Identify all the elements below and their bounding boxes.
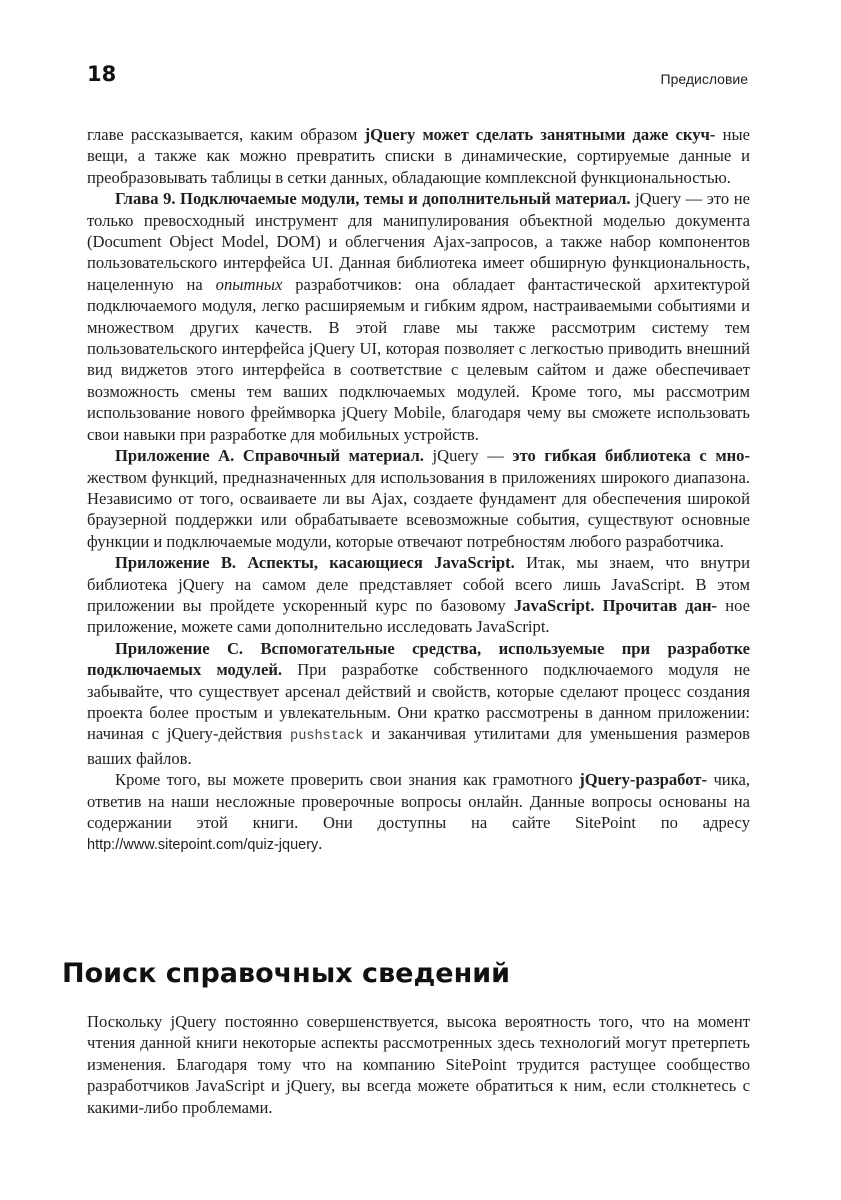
bold-span: jQuery-разработ- (579, 770, 708, 790)
body-text (87, 124, 750, 857)
section-paragraph: Поскольку jQuery постоянно совершенствуется, высока вероятность того, что на момент чтения данной книги некоторые аспекты рассмотренных здесь технологий могут претерпеть изменения. Благодаря тому что на компанию SitePoint трудится растущее сообщество разработчиков JavaScript и jQuery, вы всегда можете обратиться к ним, если столкнетесь с какими-либо проблемами. (87, 1012, 750, 1117)
appendix-a-heading: Приложение А. Справочный материал. (115, 446, 424, 466)
italic-span: опытных (215, 274, 283, 294)
code-pushstack: pushstack (290, 729, 364, 745)
text-span: главе рассказывается, каким образом (87, 125, 365, 144)
text-span: jQuery — (423, 446, 513, 466)
bold-span: JavaScript. Прочитав дан- (513, 595, 718, 615)
text-span: . (318, 834, 323, 854)
text-span: жеством функций, предназначенных для использования в приложениях широкого диапазона. Независимо от того, осваиваете ли вы Ajax, создаете фундамент для обеспечения широкой браузерной поддержки или обрабатываете всевозможные события, существуют основные функции и подключаемые модули, которые отвечают потребностям любого разработчика. (87, 467, 750, 551)
bold-span: jQuery может сделать занятными даже скуч- (364, 125, 716, 144)
text-span: Кроме того, вы можете проверить свои знания как грамотного (115, 770, 580, 790)
appendix-c-heading: Приложение С. Вспомогательные средства, используемые при разработке подключаемых модулей. (87, 638, 750, 680)
quiz-url-link[interactable]: http://www.sitepoint.com/quiz-jquery (87, 837, 319, 854)
section-body (87, 1011, 750, 1118)
appendix-b-heading: Приложение В. Аспекты, касающиеся JavaScript. (115, 553, 515, 573)
paragraph-chapter9 (87, 188, 750, 445)
running-title: Предисловие (660, 71, 748, 87)
text-span: ное приложение, можете сами дополнительно исследовать JavaScript. (87, 595, 750, 637)
chapter9-heading: Глава 9. Подключаемые модули, темы и дополнительный материал. (115, 189, 631, 209)
text-span: ные вещи, а также как можно превратить списки в динамические, сортируемые данные и преобразовывать таблицы в сетки данных, обладающие комплексной функциональностью. (87, 125, 751, 187)
text-span: и заканчивая утилитами для уменьшения размеров ваших файлов. (87, 724, 750, 768)
text-span: чика, ответив на наши несложные проверочные вопросы онлайн. Данные вопросы основаны на содержании этой книги. Они доступны на сайте SitePoint по адресу (87, 770, 750, 832)
text-span: разработчиков: она обладает фантастической архитектурой подключаемого модуля, легко расширяемым и гибким ядром, настраиваемыми событиями и множеством других качеств. В этой главе мы также рассмотрим систему тем пользовательского интерфейса jQuery UI, которая позволяет с легкостью приводить внешний вид виджетов этого интерфейса в соответствие с целевым сайтом и даже обеспечивает возможность смены тем ваших подключаемых модулей. Кроме того, мы рассмотрим использование нового фреймворка jQuery Mobile, благодаря чему вы сможете использовать свои навыки при разработке для мобильных устройств. (87, 274, 750, 444)
paragraph-quiz (87, 769, 750, 857)
text-span: jQuery — это не только превосходный инструмент для манипулирования объектной моделью документа (Document Object Model, DOM) и облегчения Ajax-запросов, а также набор компонентов пользовательского интерфейса UI. Данная библиотека имеет обширную функциональность, нацеленную на (87, 189, 750, 294)
paragraph-appendix-c (87, 638, 750, 769)
text-span: Итак, мы знаем, что внутри библиотека jQuery на самом деле представляет собой всего лишь JavaScript. В этом приложении вы пройдете ускоренный курс по базовому (87, 553, 750, 615)
bold-span: это гибкая библиотека с мно- (512, 446, 751, 466)
section-title: Поиск справочных сведений (62, 958, 511, 989)
paragraph-chapter8-continuation (87, 124, 750, 188)
page-number: 18 (87, 62, 117, 86)
paragraph-appendix-b (87, 552, 750, 638)
text-span: При разработке собственного подключаемого модуля не забывайте, что существует арсенал действий и свойств, которые сделают процесс создания проекта более простым и увлекательным. Они кратко рассмотрены в данном приложении: начиная с jQuery-действия (87, 660, 750, 744)
paragraph-appendix-a (87, 445, 750, 552)
